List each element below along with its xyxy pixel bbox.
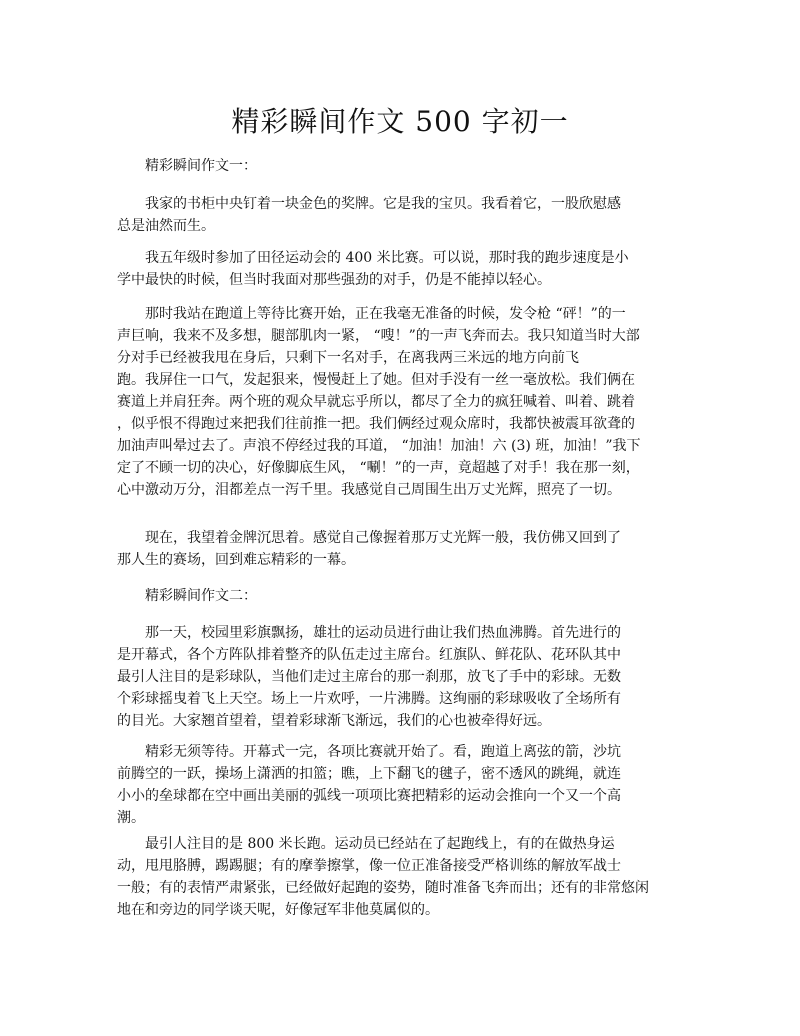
text-line: 定了不顾一切的决心，好像脚底生风， “唰！”的一声，竟超越了对手！我在那一刻， [117, 460, 640, 476]
paragraph [117, 527, 662, 571]
text-line: 加油声叫晕过去了。声浪不停经过我的耳道， “加油！加油！六 (3) 班，加油！”我下 [117, 438, 641, 454]
text-line: 动，甩甩胳膊，踢踢腿；有的摩拳擦掌，像一位正准备接受严格训练的解放军战士 [117, 858, 621, 874]
paragraph [117, 622, 662, 732]
text-line: 跑。我屏住一口气，发起狠来，慢慢赶上了她。但对手没有一丝一毫放松。我们俩在 [117, 372, 635, 388]
text-line: 一般；有的表情严肃紧张，已经做好起跑的姿势，随时准备飞奔而出；还有的非常悠闲 [117, 880, 649, 896]
paragraph [117, 303, 662, 501]
text-line: 精彩瞬间作文二： [117, 588, 257, 604]
text-line: 分对手已经被我甩在身后，只剩下一名对手，在离我两三米远的地方向前飞 [117, 350, 579, 366]
text-line: 精彩无须等待。开幕式一完，各项比赛就开始了。看，跑道上离弦的箭，沙坑 [117, 744, 621, 760]
text-line: 那人生的赛场，回到难忘精彩的一幕。 [117, 552, 355, 568]
text-line: 精彩瞬间作文一： [117, 158, 257, 174]
paragraph [117, 193, 662, 237]
paragraph [117, 155, 662, 177]
text-line: 学中最快的时候，但当时我面对那些强劲的对手，仍是不能掉以轻心。 [117, 272, 551, 288]
text-line: 总是油然而生。 [117, 218, 215, 234]
text-line: 我家的书柜中央钉着一块金色的奖牌。它是我的宝贝。我看着它，一股欣慰感 [117, 196, 621, 212]
text-line: 我五年级时参加了田径运动会的 400 米比赛。可以说，那时我的跑步速度是小 [117, 250, 629, 266]
text-line: 赛道上并肩狂奔。两个班的观众早就忘乎所以，都尽了全力的疯狂喊着、叫着、跳着 [117, 394, 635, 410]
text-line: 地在和旁边的同学谈天呢，好像冠军非他莫属似的。 [117, 902, 439, 918]
text-line: 是开幕式，各个方阵队排着整齐的队伍走过主席台。红旗队、鲜花队、花环队其中 [117, 647, 621, 663]
paragraph [117, 741, 662, 829]
text-line: 潮。 [117, 810, 145, 826]
paragraph [117, 585, 662, 607]
text-line: 小小的垒球都在空中画出美丽的弧线一项项比赛把精彩的运动会推向一个又一个高 [117, 788, 621, 804]
text-line: 心中激动万分，泪都差点一泻千里。我感觉自己周围生出万丈光辉，照亮了一切。 [117, 482, 621, 498]
text-line: 最引人注目的是彩球队，当他们走过主席台的那一刹那，放飞了手中的彩球。无数 [117, 669, 621, 685]
text-line: 那时我站在跑道上等待比赛开始，正在我毫无准备的时候，发令枪 “砰！”的一 [117, 306, 626, 322]
text-line: 最引人注目的是 800 米长跑。运动员已经站在了起跑线上，有的在做热身运 [117, 836, 615, 852]
text-line: 前腾空的一跃，操场上潇洒的扣篮；瞧，上下翻飞的毽子，密不透风的跳绳，就连 [117, 766, 621, 782]
text-line: 那一天，校园里彩旗飘扬，雄壮的运动员进行曲让我们热血沸腾。首先进行的 [117, 625, 621, 641]
text-line: 的目光。大家翘首望着，望着彩球渐飞渐远，我们的心也被牵得好远。 [117, 713, 551, 729]
paragraph [117, 247, 662, 291]
text-line: ，似乎恨不得跑过来把我们往前推一把。我们俩经过观众席时，我都快被震耳欲聋的 [117, 416, 635, 432]
text-line: 个彩球摇曳着飞上天空。场上一片欢呼，一片沸腾。这绚丽的彩球吸收了全场所有 [117, 691, 621, 707]
text-line: 现在，我望着金牌沉思着。感觉自己像握着那万丈光辉一般，我仿佛又回到了 [117, 530, 621, 546]
page-title: 精彩瞬间作文 500 字初一 [231, 105, 569, 138]
paragraph [117, 833, 662, 921]
text-line: 声巨响，我来不及多想，腿部肌肉一紧， “嗖！”的一声飞奔而去。我只知道当时大部 [117, 328, 640, 344]
